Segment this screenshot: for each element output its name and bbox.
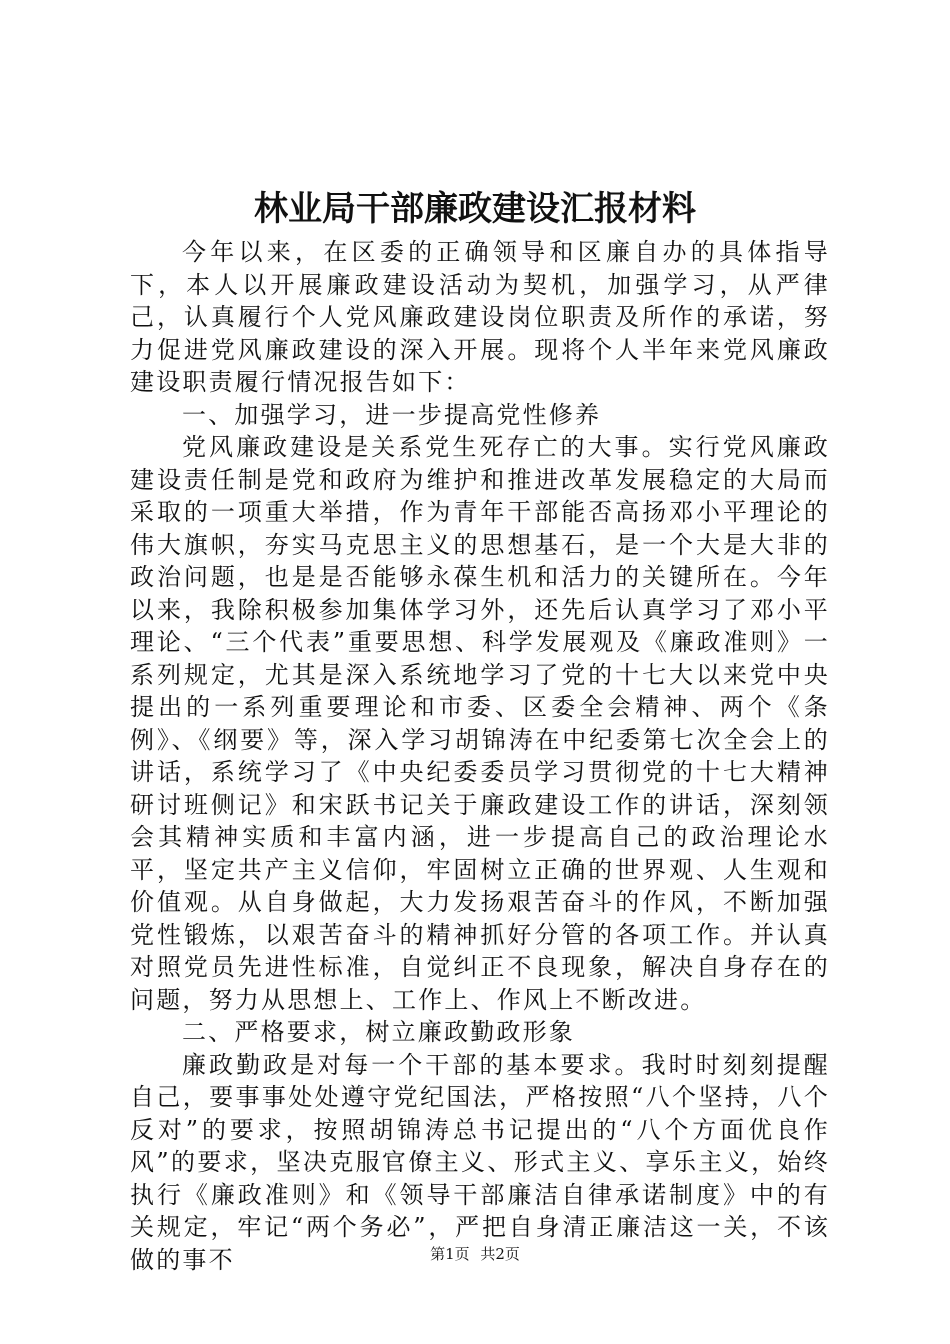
section-heading-1: 一、加强学习，进一步提高党性修养 — [182, 400, 602, 429]
document-title: 林业局干部廉政建设汇报材料 — [254, 189, 696, 229]
document-body — [130, 236, 830, 1276]
section-2-paragraph: 廉政勤政是对每一个干部的基本要求。我时时刻刻提醒自己，要事事处处遵守党纪国法，严格按照“八个坚持，八个反对”的要求，按照胡锦涛总书记提出的“八个方面优良作风”的要求，坚决克服官僚主义、形式主义、享乐主义，始终执行《廉政准则》和《领导干部廉洁自律承诺制度》中的有关规定，牢记“两个务必”，严把自身清正廉洁这一关，不该做的事不 — [130, 1050, 830, 1274]
intro-paragraph: 今年以来，在区委的正确领导和区廉自办的具体指导下，本人以开展廉政建设活动为契机，加强学习，从严律己，认真履行个人党风廉政建设岗位职责及所作的承诺，努力促进党风廉政建设的深入开展。现将个人半年来党风廉政建设职责履行情况报告如下： — [130, 238, 830, 396]
page-footer — [0, 1244, 950, 1264]
page-number: 第1页 — [430, 1245, 470, 1263]
page-total: 共2页 — [480, 1245, 520, 1263]
section-1-paragraph: 党风廉政建设是关系党生死存亡的大事。实行党风廉政建设责任制是党和政府为维护和推进改革发展稳定的大局而采取的一项重大举措，作为青年干部能否高扬邓小平理论的伟大旗帜，夯实马克思主义的思想基石，是一个大是大非的政治问题，也是是否能够永葆生机和活力的关键所在。今年以来，我除积极参加集体学习外，还先后认真学习了邓小平理论、“三个代表”重要思想、科学发展观及《廉政准则》一系列规定，尤其是深入系统地学习了党的十七大以来党中央提出的一系列重要理论和市委、区委全会精神、两个《条例》、《纲要》等，深入学习胡锦涛在中纪委第七次全会上的讲话，系统学习了《中央纪委委员学习贯彻党的十七大精神研讨班侧记》和宋跃书记关于廉政建设工作的讲话，深刻领会其精神实质和丰富内涵，进一步提高自己的政治理论水平，坚定共产主义信仰，牢固树立正确的世界观、人生观和价值观。从自身做起，大力发扬艰苦奋斗的作风，不断加强党性锻炼，以艰苦奋斗的精神抓好分管的各项工作。并认真对照党员先进性标准，自觉纠正不良现象，解决自身存在的问题，努力从思想上、工作上、作风上不断改进。 — [130, 433, 830, 1014]
section-heading-2: 二、严格要求，树立廉政勤政形象 — [182, 1018, 575, 1046]
